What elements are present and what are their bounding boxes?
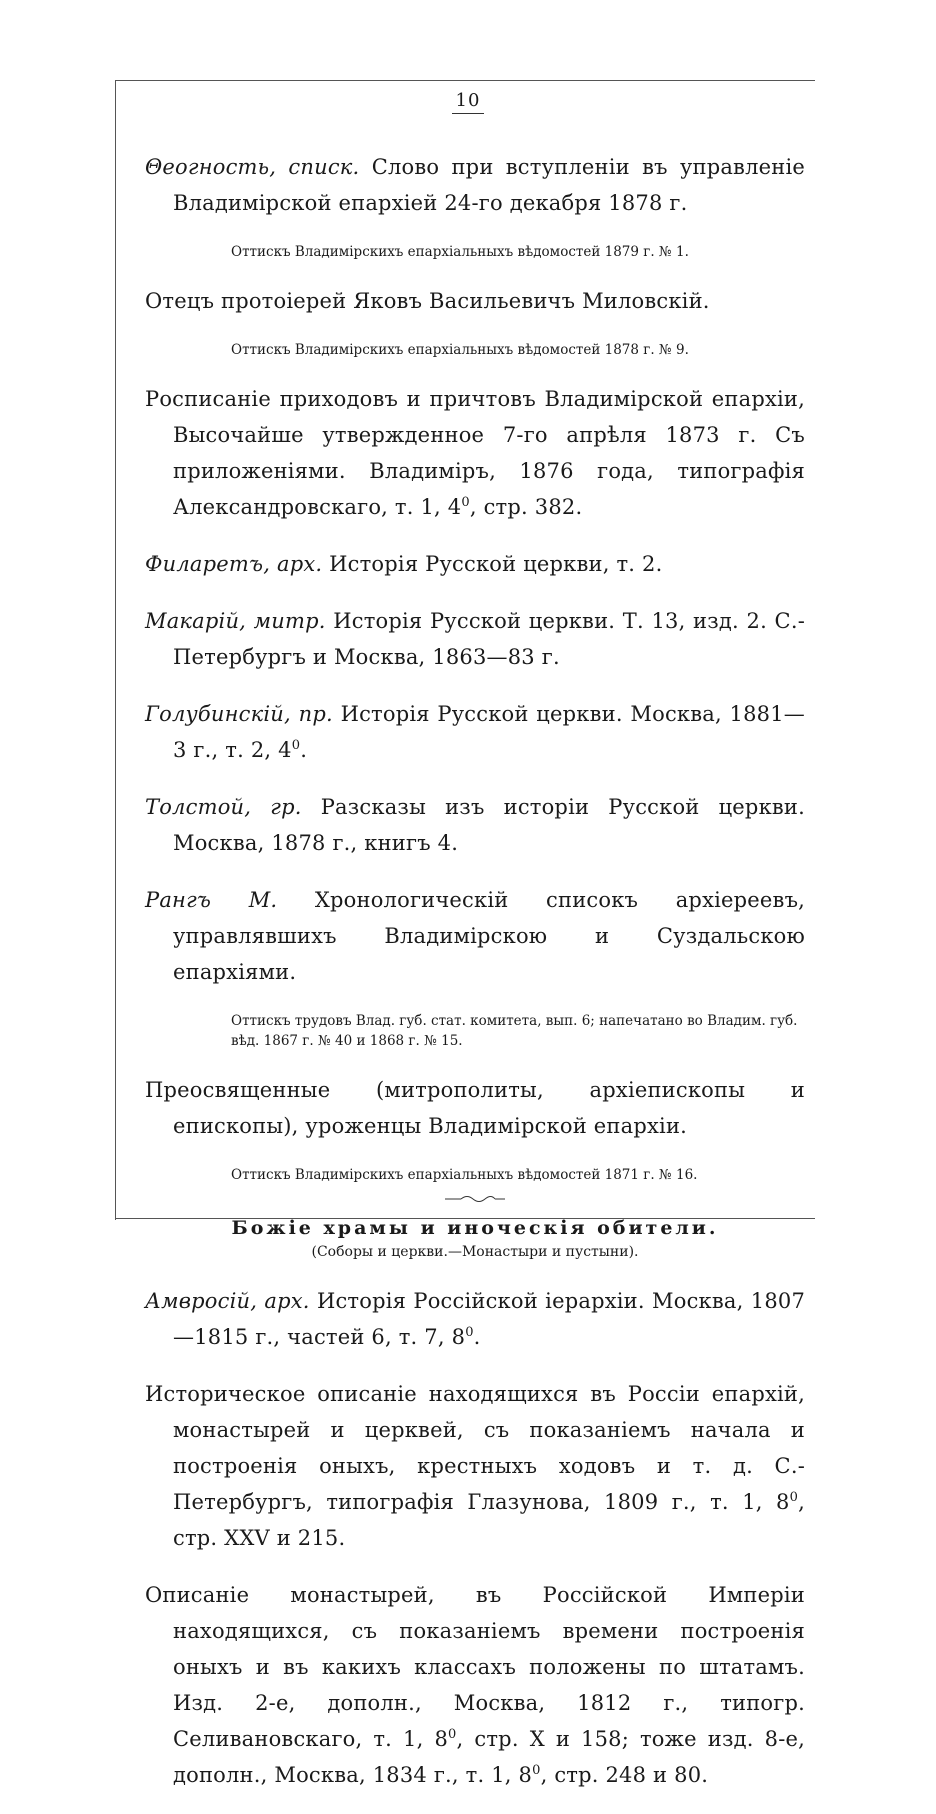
frame-left-line bbox=[115, 80, 116, 1220]
entry-author: Рангъ М. bbox=[145, 888, 278, 912]
section-title: Божiе храмы и иноческiя обители. bbox=[231, 1217, 719, 1239]
entry-note: Оттискъ трудовъ Влад. губ. стат. комитета, вып. 6; напечатано во Владим. губ. вѣд. 1867 г. № 40 и 1868 г. № 15. bbox=[231, 1013, 798, 1049]
bibliography-top bbox=[145, 149, 805, 1185]
entry-opisanie-monastyrey bbox=[145, 1577, 805, 1793]
entry-note: Оттискъ Владимiрскихъ епархiальныхъ вѣдомостей 1878 г. № 9. bbox=[231, 342, 689, 358]
entry-text: Исторiя Русской церкви. Москва, 1881—3 г., т. 2, 4 bbox=[173, 702, 806, 762]
entry-golubinsky bbox=[145, 696, 805, 768]
entry-text: Хронологическiй списокъ архiереевъ, управлявшихъ Владимiрскою и Суздальскою епархiями. bbox=[173, 888, 806, 984]
superscript: 0 bbox=[461, 495, 470, 510]
entry-text: Разсказы изъ исторiи Русской церкви. Москва, 1878 г., книгъ 4. bbox=[173, 795, 805, 855]
entry-text: Исторiя Русской церкви. Т. 13, изд. 2. С.-Петербургъ и Москва, 1863—83 г. bbox=[173, 609, 805, 669]
entry-text-tail: , стр. 248 и 80. bbox=[540, 1763, 709, 1787]
entry-author: Филаретъ, арх. bbox=[145, 552, 323, 576]
entry-note: Оттискъ Владимiрскихъ епархiальныхъ вѣдомостей 1871 г. № 16. bbox=[231, 1167, 698, 1183]
entry-text: Описанiе монастырей, въ Россiйской Имперiи находящихся, съ показанiемъ времени построенiя оныхъ и въ какихъ классахъ положены по штатамъ. Изд. 2-е, дополн., Москва, 1812 г., типогр. Селивановскаго, т. 1, 8 bbox=[145, 1583, 805, 1751]
entry-text: Исторiя Русской церкви, т. 2. bbox=[322, 552, 663, 576]
entry-text-tail: , стр. XXV и 215. bbox=[173, 1490, 805, 1550]
entry-makary bbox=[145, 603, 805, 675]
entry-text: Отецъ протоiерей Яковъ Васильевичъ Миловскiй. bbox=[145, 289, 710, 313]
entry-amvrosy bbox=[145, 1283, 805, 1355]
entry-rang bbox=[145, 882, 805, 1051]
entry-text-tail: , стр. 382. bbox=[469, 495, 583, 519]
entry-milovsky bbox=[145, 283, 805, 360]
entry-text: Слово при вступленiи въ управленiе Владимiрской епархiей 24-го декабря 1878 г. bbox=[173, 155, 805, 215]
frame-top-line bbox=[115, 80, 815, 81]
entry-text: Росписанiе приходовъ и причтовъ Владимiрской епархiи, Высочайше утвержденное 7-го апрѣля 1873 г. Съ приложенiями. Владимiръ, 1876 года, типографiя Александровскаго, т. 1, 4 bbox=[145, 387, 805, 519]
entry-rospisanie bbox=[145, 381, 805, 525]
superscript: 0 bbox=[532, 1763, 541, 1778]
entry-author: Голубинскiй, пр. bbox=[145, 702, 333, 726]
entry-istoricheskoe-opisanie bbox=[145, 1376, 805, 1556]
entry-text-tail: , стр. X и 158; тоже изд. 8-е, дополн., Москва, 1834 г., т. 1, 8 bbox=[173, 1727, 805, 1787]
superscript: 0 bbox=[465, 1325, 474, 1340]
page-number: 10 bbox=[0, 90, 936, 112]
entry-preosvyashchennye bbox=[145, 1072, 805, 1185]
superscript: 0 bbox=[789, 1490, 799, 1505]
bibliography-bottom bbox=[145, 1283, 805, 1793]
entry-tolstoy bbox=[145, 789, 805, 861]
entry-author: Макарiй, митр. bbox=[145, 609, 326, 633]
entry-text-tail: . bbox=[473, 1325, 481, 1349]
entry-author: Θеогность, списк. bbox=[145, 155, 360, 179]
ornament-divider bbox=[145, 1189, 805, 1208]
entry-text: Преосвященные (митрополиты, архiепископы и епископы), уроженцы Владимiрской епархiи. bbox=[145, 1078, 805, 1138]
ornament-icon bbox=[445, 1194, 505, 1204]
superscript: 0 bbox=[291, 738, 301, 753]
entry-author: Толстой, гр. bbox=[145, 795, 302, 819]
superscript: 0 bbox=[448, 1727, 457, 1742]
entry-text-tail: . bbox=[300, 738, 308, 762]
entry-feognost bbox=[145, 149, 805, 262]
page-content bbox=[145, 128, 805, 1814]
entry-filaret bbox=[145, 546, 805, 582]
entry-author: Амвросiй, арх. bbox=[145, 1289, 310, 1313]
entry-note: Оттискъ Владимiрскихъ епархiальныхъ вѣдомостей 1879 г. № 1. bbox=[231, 244, 689, 260]
entry-text: Историческое описанiе находящихся въ Россiи епархiй, монастырей и церквей, съ показанiемъ начала и построенiя оныхъ, крестныхъ ходовъ и т. д. С.-Петербургъ, типографiя Глазунова, 1809 г., т. 1, 8 bbox=[145, 1382, 805, 1514]
entry-text: Исторiя Россiйской iерархiи. Москва, 1807—1815 г., частей 6, т. 7, 8 bbox=[173, 1289, 806, 1349]
section-subtitle: (Соборы и церкви.—Монастыри и пустыни). bbox=[311, 1244, 639, 1260]
